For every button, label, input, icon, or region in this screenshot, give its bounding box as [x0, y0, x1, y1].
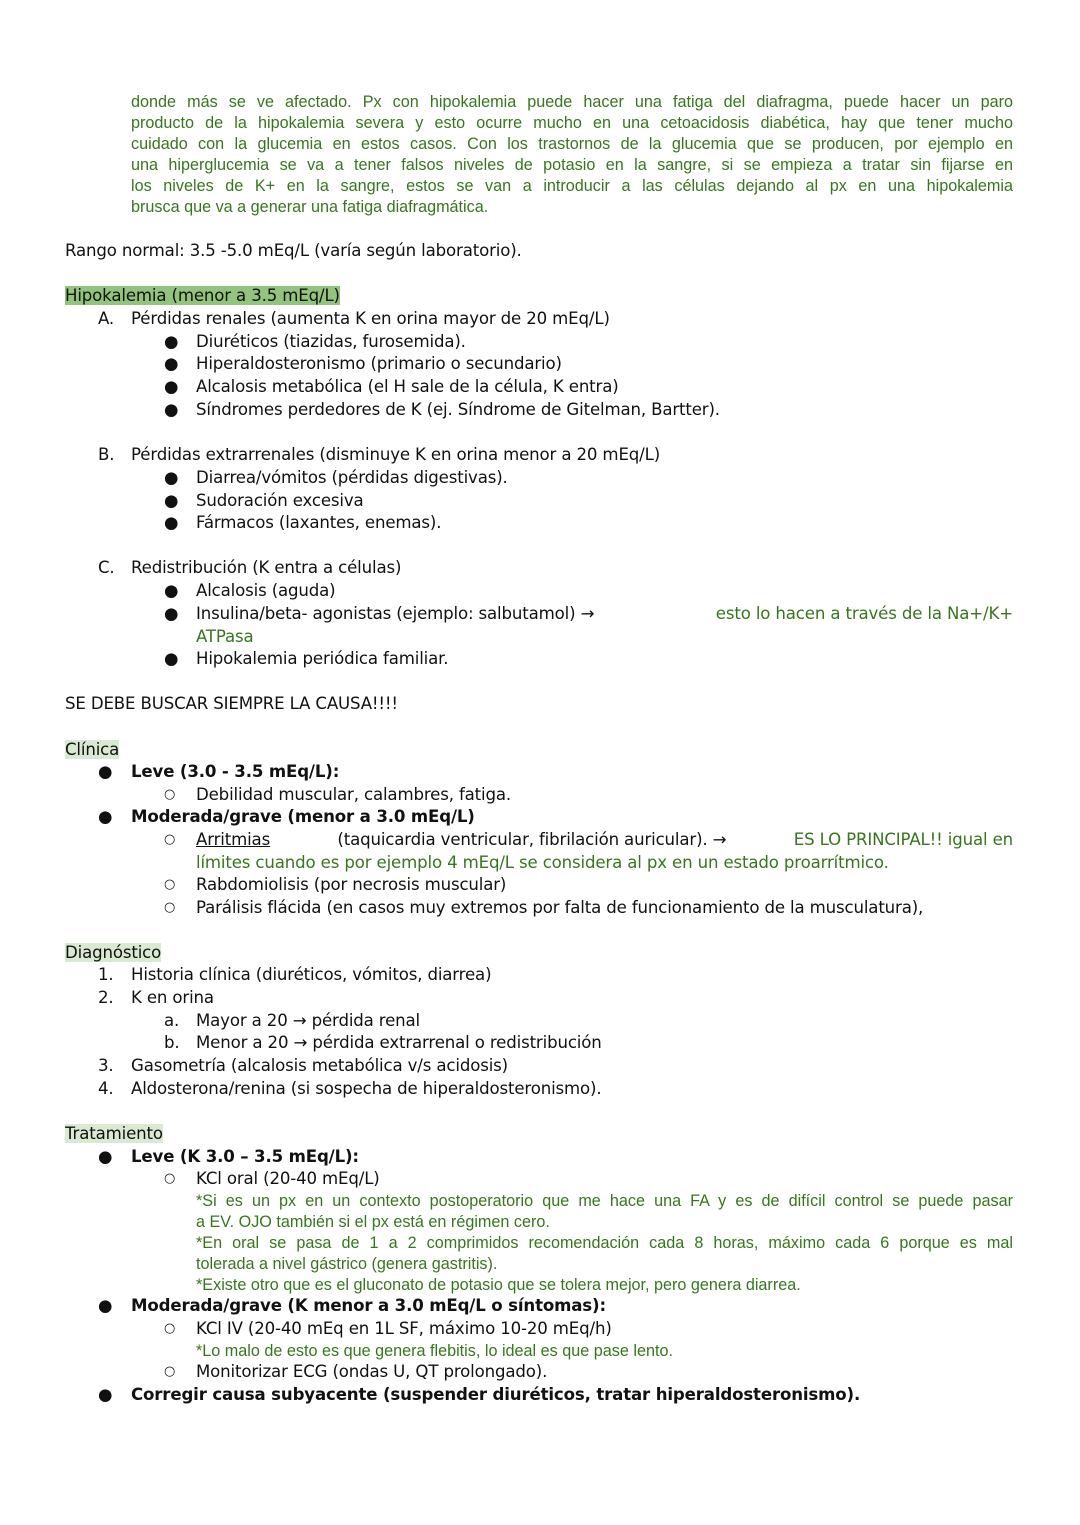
diagnostico-heading: [65, 942, 161, 965]
circle-bullet-icon: ○: [164, 787, 176, 802]
list-marker: b.: [164, 1033, 180, 1052]
list-item: Diuréticos (tiazidas, furosemida).: [196, 332, 466, 351]
circle-bullet-icon: ○: [164, 900, 176, 915]
bullet-icon: ●: [98, 1147, 113, 1166]
list-item: Menor a 20 → pérdida extrarrenal o redistribución: [196, 1033, 602, 1052]
list-item: KCl oral (20-40 mEq/L): [196, 1169, 380, 1188]
hypokalemia-heading: [65, 285, 340, 308]
bullet-icon: ●: [98, 762, 113, 781]
bullet-icon: ●: [164, 581, 179, 600]
normal-range: Rango normal: 3.5 -5.0 mEq/L (varía según laboratorio).: [65, 241, 522, 260]
note-line: a EV. OJO también si el px está en régimen cero.: [196, 1213, 550, 1231]
list-item: K en orina: [131, 988, 214, 1007]
tratamiento-leve-title: Leve (K 3.0 – 3.5 mEq/L):: [131, 1147, 359, 1166]
bullet-icon: ●: [98, 1296, 113, 1315]
clinica-leve-title: Leve (3.0 - 3.5 mEq/L):: [131, 762, 340, 781]
arritmias-word: Arritmias: [196, 830, 271, 849]
group-c-title: Redistribución (K entra a células): [131, 558, 402, 577]
list-item: Monitorizar ECG (ondas U, QT prolongado).: [196, 1362, 548, 1381]
group-b-title: Pérdidas extrarrenales (disminuye K en orina menor a 20 mEq/L): [131, 445, 661, 464]
insulin-note-cont: ATPasa: [196, 627, 254, 646]
group-a-title: Pérdidas renales (aumenta K en orina mayor de 20 mEq/L): [131, 309, 610, 328]
list-item-arritmias: [196, 829, 1013, 852]
clinica-heading-text: Clínica: [65, 740, 120, 759]
group-c-marker: C.: [98, 558, 115, 577]
intro-line: brusca que va a generar una fatiga diafragmática.: [131, 198, 489, 216]
list-marker: 1.: [98, 965, 114, 984]
list-item: Debilidad muscular, calambres, fatiga.: [196, 785, 512, 804]
bullet-icon: ●: [164, 491, 179, 510]
list-item: Síndromes perdedores de K (ej. Síndrome de Gitelman, Bartter).: [196, 400, 720, 419]
tratamiento-heading-text: Tratamiento: [65, 1124, 163, 1143]
list-item: Hipokalemia periódica familiar.: [196, 649, 449, 668]
list-item: Alcalosis metabólica (el H sale de la célula, K entra): [196, 377, 619, 396]
diagnostico-heading-text: Diagnóstico: [65, 943, 162, 962]
list-item: Parálisis flácida (en casos muy extremos por falta de funcionamiento de la musculatura),: [196, 898, 924, 917]
circle-bullet-icon: ○: [164, 1364, 176, 1379]
list-item: Gasometría (alcalosis metabólica v/s acidosis): [131, 1056, 508, 1075]
bullet-icon: ●: [98, 807, 113, 826]
list-marker: 2.: [98, 988, 114, 1007]
group-b-marker: B.: [98, 445, 115, 464]
note-line: tolerada a nivel gástrico (genera gastritis).: [196, 1255, 498, 1273]
note-line: *Lo malo de esto es que genera flebitis, lo ideal es que pase lento.: [196, 1342, 673, 1360]
clinica-heading: [65, 739, 119, 762]
arritmias-note-cont: límites cuando es por ejemplo 4 mEq/L se considera al px en un estado proarrítmico.: [196, 853, 889, 872]
bullet-icon: ●: [98, 1385, 113, 1404]
circle-bullet-icon: ○: [164, 832, 176, 847]
list-item: Aldosterona/renina (si sospecha de hiperaldosteronismo).: [131, 1079, 602, 1098]
list-marker: a.: [164, 1011, 180, 1030]
list-item: Rabdomiolisis (por necrosis muscular): [196, 875, 507, 894]
cause-warning: SE DEBE BUSCAR SIEMPRE LA CAUSA!!!!: [65, 694, 398, 713]
bullet-icon: ●: [164, 332, 179, 351]
note-line: *Existe otro que es el gluconato de potasio que se tolera mejor, pero genera diarrea.: [196, 1276, 801, 1294]
circle-bullet-icon: ○: [164, 1171, 176, 1186]
list-item: KCl IV (20-40 mEq en 1L SF, máximo 10-20 mEq/h): [196, 1319, 612, 1338]
list-item: Diarrea/vómitos (pérdidas digestivas).: [196, 468, 508, 487]
insulin-note: esto lo hacen a través de la Na+/K+: [715, 604, 1013, 623]
hypokalemia-heading-text: Hipokalemia (menor a 3.5 mEq/L): [65, 286, 340, 305]
intro-line: cuidado con la glucemia en estos casos. Con los trastornos de la glucemia que se producen, por ejemplo en: [131, 135, 1013, 153]
list-marker: 3.: [98, 1056, 114, 1075]
intro-line: los niveles de K+ en la sangre, estos se van a introducir a las células dejando al px en una hipokalemia: [131, 177, 1013, 195]
note-line: *Si es un px en un contexto postoperatorio que me hace una FA y es de difícil control se puede pasar: [196, 1192, 1013, 1210]
list-item: Hiperaldosteronismo (primario o secundario): [196, 354, 562, 373]
intro-line: una hiperglucemia se va a tener falsos niveles de potasio en la sangre, si se empieza a tratar sin fijarse en: [131, 156, 1013, 174]
circle-bullet-icon: ○: [164, 1321, 176, 1336]
list-item-insulin: [196, 603, 1013, 626]
list-item: Sudoración excesiva: [196, 491, 364, 510]
bullet-icon: ●: [164, 513, 179, 532]
tratamiento-heading: [65, 1123, 163, 1146]
group-a-marker: A.: [98, 309, 115, 328]
arritmias-rest: (taquicardia ventricular, fibrilación auricular). →: [337, 830, 727, 849]
bullet-icon: ●: [164, 649, 179, 668]
bullet-icon: ●: [164, 377, 179, 396]
list-item: Historia clínica (diuréticos, vómitos, diarrea): [131, 965, 492, 984]
bullet-icon: ●: [164, 468, 179, 487]
correct-cause: Corregir causa subyacente (suspender diuréticos, tratar hiperaldosteronismo).: [131, 1385, 861, 1404]
list-item: Fármacos (laxantes, enemas).: [196, 513, 442, 532]
bullet-icon: ●: [164, 604, 179, 623]
clinica-grave-title: Moderada/grave (menor a 3.0 mEq/L): [131, 807, 475, 826]
circle-bullet-icon: ○: [164, 877, 176, 892]
intro-line: donde más se ve afectado. Px con hipokalemia puede hacer una fatiga del diafragma, puede hacer un paro: [131, 93, 1013, 111]
list-item: Alcalosis (aguda): [196, 581, 336, 600]
tratamiento-grave-title: Moderada/grave (K menor a 3.0 mEq/L o síntomas):: [131, 1296, 606, 1315]
bullet-icon: ●: [164, 354, 179, 373]
list-marker: 4.: [98, 1079, 114, 1098]
list-item: Mayor a 20 → pérdida renal: [196, 1011, 421, 1030]
insulin-text: Insulina/beta- agonistas (ejemplo: salbutamol) →: [196, 604, 595, 623]
intro-line: producto de la hipokalemia severa y esto ocurre mucho en una cetoacidosis diabética, hay que tener mucho: [131, 114, 1013, 132]
arritmias-note: ES LO PRINCIPAL!! igual en: [793, 830, 1013, 849]
bullet-icon: ●: [164, 400, 179, 419]
note-line: *En oral se pasa de 1 a 2 comprimidos recomendación cada 8 horas, máximo cada 6 porque es mal: [196, 1234, 1013, 1252]
